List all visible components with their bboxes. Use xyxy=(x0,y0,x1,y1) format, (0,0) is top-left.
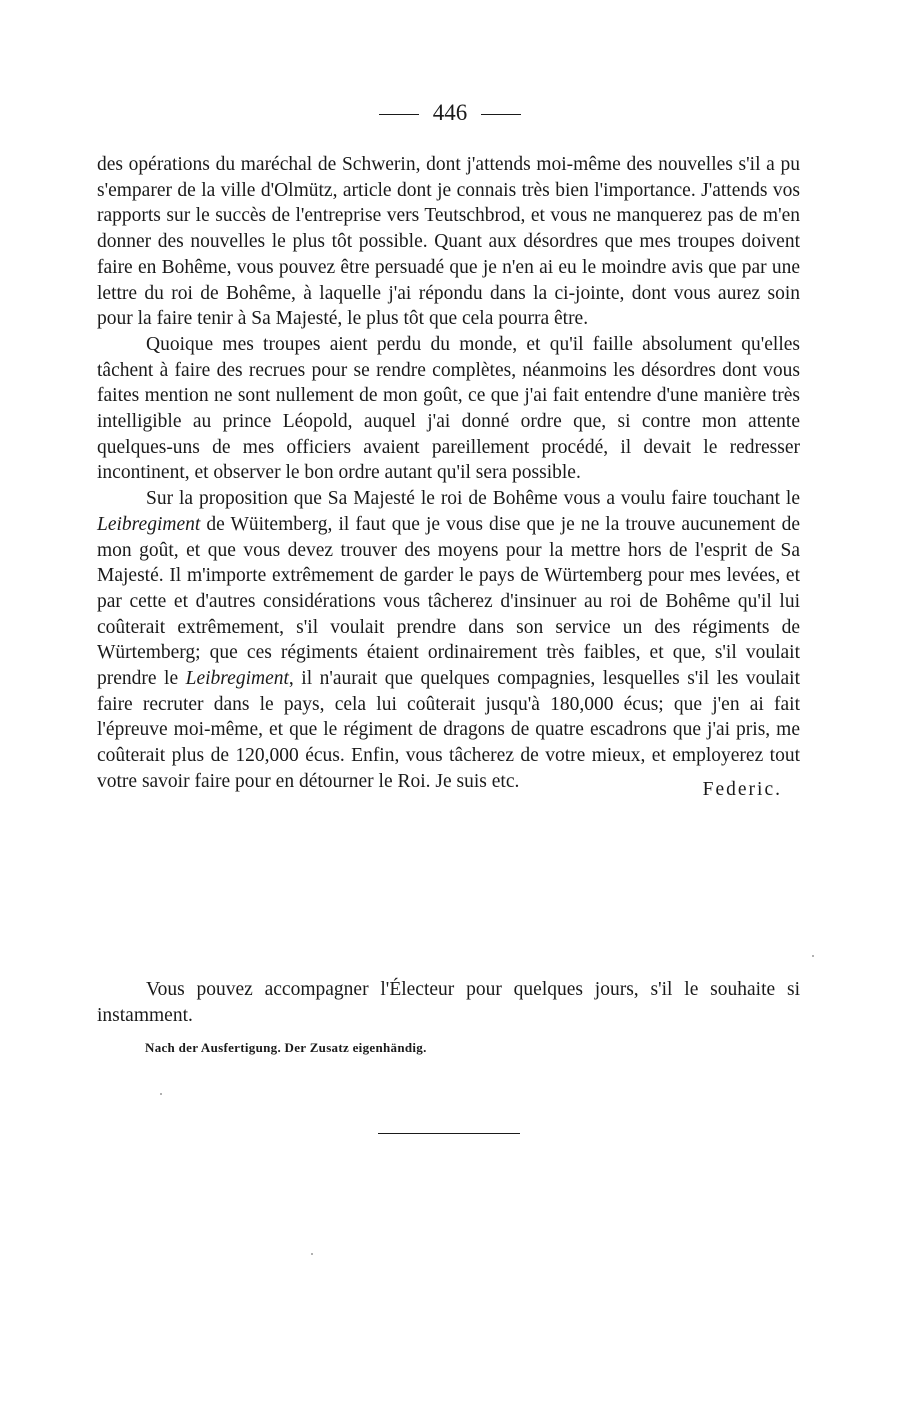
paragraph-3-text-b: de Wüitemberg, il faut que je vous dise que je ne la trouve aucunement de mon goût, et que vous devez trouver des moyens pour la mettre hors de l'esprit de Sa Majesté. Il m'importe extrêmement de garder le pays de Würtemberg pour mes levées, et par cette et d'autres considérations vous tâcherez d'insinuer au roi de Bohême qu'il lui coûterait extrêmement, s'il voulait prendre dans son service un des régiments de Würtemberg; que ces régiments étaient ordinairement très faibles, et que, s'il voulait prendre le xyxy=(97,513,800,690)
paragraph-3 xyxy=(97,486,800,800)
page-number: 446 xyxy=(432,100,468,125)
postscript xyxy=(97,977,800,1028)
postscript-text: Vous pouvez accompagner l'Électeur pour quelques jours, s'il le souhaite si instamment. xyxy=(97,979,800,1026)
signature: Federic. xyxy=(702,778,782,800)
paper-speck xyxy=(812,955,814,957)
page-header xyxy=(0,98,900,128)
header-dash-right xyxy=(481,114,521,115)
paragraph-1: des opérations du maréchal de Schwerin, dont j'attends moi-même des nouvelles s'il a pu s'emparer de la ville d'Olmütz, article dont je connais très bien l'importance. J'attends vos rapports sur le succès de l'entreprise vers Teutschbrod, et vous ne manquerez pas de m'en donner des nouvelles le plus tôt possible. Quant aux désordres que mes troupes doivent faire en Bohême, vous pouvez être persuadé que je n'en ai eu le moindre avis que par une lettre du roi de Bohême, à laquelle j'ai répondu dans la ci-jointe, dont vous aurez soin pour la faire tenir à Sa Majesté, le plus tôt que cela pourra être. xyxy=(97,154,800,330)
letter-body xyxy=(97,152,800,803)
paragraph-2: Quoique mes troupes aient perdu du monde, et qu'il faille absolument qu'elles tâchent à faire des recrues pour se rendre complètes, néanmoins les désordres dont vous faites mention ne sont nullement de mon goût, ce que j'ai fait entendre d'une manière très intelligible au prince Léopold, auquel j'ai donné ordre que, si contre mon attente quelques-uns de mes officiers avaient pareillement procédé, il devait le redresser incontinent, et observer le bon ordre autant qu'il sera possible. xyxy=(97,333,800,484)
paragraph-3-text-a: Sur la proposition que Sa Majesté le roi de Bohême vous a voulu faire touchant le xyxy=(146,488,800,510)
end-rule xyxy=(378,1133,520,1134)
source-note: Nach der Ausfertigung. Der Zusatz eigenhändig. xyxy=(145,1040,427,1055)
paper-speck xyxy=(160,1093,162,1095)
term-leibregiment: Leibregiment xyxy=(185,668,289,690)
term-leibregiment: Leibregiment xyxy=(97,513,201,535)
header-dash-left xyxy=(379,114,419,115)
paragraph-3-text-c: , il n'aurait que quelques compagnies, lesquelles s'il les voulait faire recruter dans le pays, cela lui coûterait jusqu'à 180,000 écus; que j'en ai fait l'épreuve moi-même, et que le régiment de dragons de quatre escadrons que j'ai pris, me coûterait plus de 120,000 écus. Enfin, vous tâcherez de votre mieux, et employerez tout votre savoir faire pour en détourner le Roi. Je suis etc. xyxy=(97,668,800,792)
paper-speck xyxy=(311,1253,313,1255)
